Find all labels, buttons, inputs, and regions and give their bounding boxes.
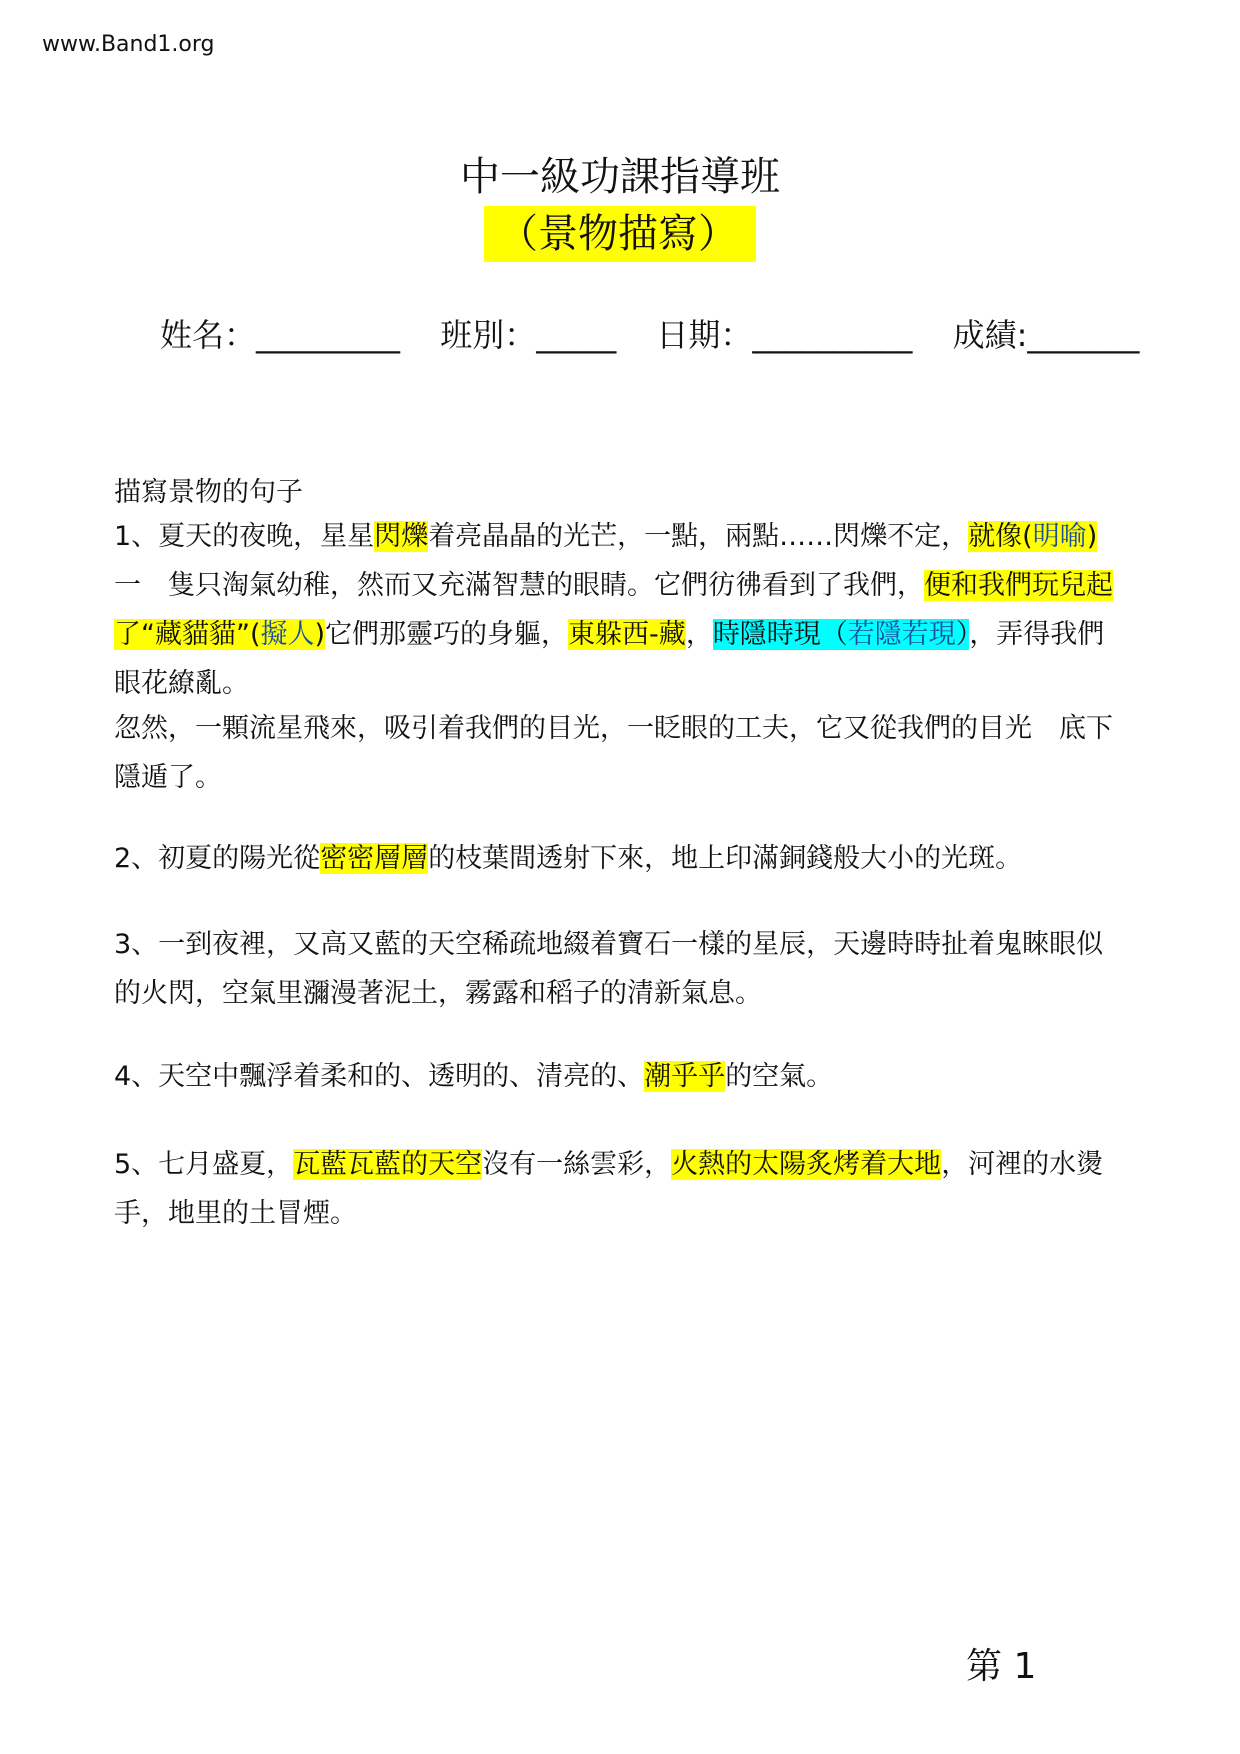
paragraph-1b: 忽然，一顆流星飛來，吸引着我們的目光，一眨眼的工夫，它又從我們的目光 底下隱遁了。 xyxy=(114,713,1113,793)
title-block xyxy=(0,150,1240,262)
p1-highlight-h: 便和我們玩兒起了“藏貓貓”( xyxy=(114,570,1113,650)
paragraph-4 xyxy=(114,1052,1114,1101)
p1-text-a: 1、夏天的夜晚，星星 xyxy=(114,521,375,552)
p1-highlight-f: ) xyxy=(1086,521,1098,552)
section-heading: 描寫景物的句子 xyxy=(114,477,303,508)
name-field xyxy=(160,310,400,356)
class-label: 班別： xyxy=(440,316,537,354)
page-title: 中一級功課指導班 xyxy=(460,154,780,200)
class-blank: _____ xyxy=(536,316,617,354)
page-number: 第 1 xyxy=(966,1646,1037,1687)
class-field xyxy=(440,310,616,356)
grade-label: 成績: xyxy=(952,316,1028,354)
p5-text-e: ，河裡的水燙手，地里的土冒煙。 xyxy=(114,1149,1104,1229)
paragraph-3: 3、一到夜裡，又高又藍的天空稀疏地綴着寶石一樣的星辰，天邊時時扯着鬼睞眼似的火閃，空氣里瀰漫著泥土，霧露和稻子的清新氣息。 xyxy=(114,929,1104,1009)
p1-note-personification: 擬人 xyxy=(260,619,315,650)
p1-text-q: ，弄得我們眼花繚亂。 xyxy=(114,619,1105,699)
p1-highlight-b: 閃爍 xyxy=(374,521,429,552)
p1-text-k: 它們那靈巧的身軀， xyxy=(325,619,569,650)
grade-field xyxy=(953,310,1140,356)
p1-text-c: 着亮晶晶的光芒，一點，兩點……閃爍不定， xyxy=(428,521,969,552)
paragraph-1 xyxy=(114,512,1114,708)
name-label: 姓名： xyxy=(160,316,257,354)
paragraph-2 xyxy=(114,834,1114,883)
subtitle-wrap xyxy=(0,206,1240,262)
name-blank: _________ xyxy=(256,316,401,354)
p5-highlight-d: 火熱的太陽炙烤着大地 xyxy=(671,1149,942,1180)
p1-text-g: 一 隻只淘氣幼稚，然而又充滿智慧的眼睛。它們彷彿看到了我們， xyxy=(114,570,924,601)
p1-text-m: ， xyxy=(685,619,713,650)
p1-note-synonym: 若隱若現 xyxy=(847,619,956,650)
p1-note-simile: 明喻 xyxy=(1032,521,1087,552)
date-field xyxy=(656,310,912,356)
site-url: www.Band1.org xyxy=(42,32,215,57)
p1-cyan-p: ） xyxy=(955,619,970,650)
paragraph-5 xyxy=(114,1140,1114,1238)
p5-text-c: 沒有一絲雲彩， xyxy=(482,1149,672,1180)
date-blank: __________ xyxy=(752,316,913,354)
grade-blank: _______ xyxy=(1027,316,1140,354)
date-label: 日期： xyxy=(656,316,753,354)
p5-text-a: 5、七月盛夏， xyxy=(114,1149,294,1180)
p1-highlight-d: 就像( xyxy=(968,521,1033,552)
info-fields xyxy=(160,310,1140,356)
p4-highlight-b: 潮乎乎 xyxy=(644,1061,726,1092)
p2-text-c: 的枝葉間透射下來，地上印滿銅錢般大小的光斑。 xyxy=(428,843,1023,874)
p2-highlight-b: 密密層層 xyxy=(320,843,429,874)
p4-text-a: 4、天空中飄浮着柔和的、透明的、清亮的、 xyxy=(114,1061,645,1092)
p2-text-a: 2、初夏的陽光從 xyxy=(114,843,321,874)
p4-text-c: 的空氣。 xyxy=(725,1061,834,1092)
p5-highlight-b: 瓦藍瓦藍的天空 xyxy=(293,1149,483,1180)
p1-highlight-l: 東躲西-藏 xyxy=(568,619,686,650)
p1-highlight-j: ) xyxy=(314,619,326,650)
page-subtitle: （景物描寫） xyxy=(484,206,756,262)
p1-cyan-n: 時隱時現（ xyxy=(712,619,848,650)
